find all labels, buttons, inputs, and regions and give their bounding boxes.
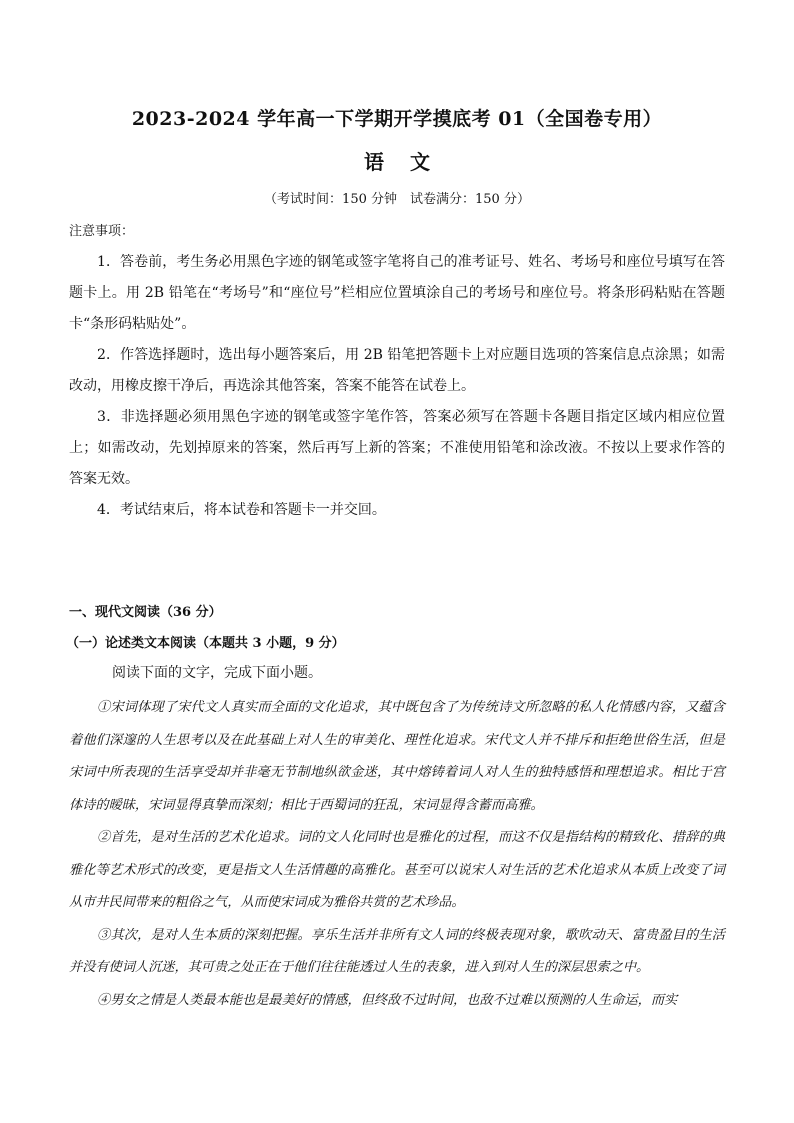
notice-list [69,247,725,526]
subsection-heading: （一）论述类文本阅读（本题共 3 小题，9 分） [66,636,345,651]
section-heading: 一、现代文阅读（36 分） [69,605,222,620]
exam-info: （考试时间：150 分钟 试卷满分：150 分） [264,192,530,207]
exam-title: 2023-2024 学年高一下学期开学摸底考 01（全国卷专用） [131,108,663,130]
passage-paragraph: ①宋词体现了宋代文人真实而全面的文化追求，其中既包含了为传统诗文所忽略的私人化情感内容，又蕴含着他们深邃的人生思考以及在此基础上对人生的审美化、理性化追求。宋代文人并不排斥和拒绝世俗生活，但是宋词中所表现的生活享受却并非毫无节制地纵欲金迷，其中熔铸着词人对人生的独特感悟和理想追求。相比于宫体诗的暧昧，宋词显得真挚而深刻；相比于西蜀词的狂乱，宋词显得含蓄而高雅。 [69,700,725,813]
passage-paragraph: ②首先，是对生活的艺术化追求。词的文人化同时也是雅化的过程，而这不仅是指结构的精致化、措辞的典雅化等艺术形式的改变，更是指文人生活情趣的高雅化。甚至可以说宋人对生活的艺术化追求从本质上改变了词从市井民间带来的粗俗之气，从而使宋词成为雅俗共赏的艺术珍品。 [69,830,725,910]
subject-char-1: 语 [364,150,384,174]
reading-passage [69,692,725,1017]
notice-item: 1．答卷前，考生务必用黑色字迹的钢笔或签字笔将自己的准考证号、姓名、考场号和座位号填写在答题卡上。用 2B 铅笔在“考场号”和“座位号”栏相应位置填涂自己的考场号和座位号。将条形码粘贴在答题卡“条形码粘贴处”。 [69,254,725,332]
subject-title [0,146,794,175]
notice-item: 2．作答选择题时，选出每小题答案后，用 2B 铅笔把答题卡上对应题目选项的答案信息点涂黑；如需改动，用橡皮擦干净后，再选涂其他答案，答案不能答在试卷上。 [69,347,725,394]
subject-char-2: 文 [410,150,430,174]
notice-item: 3．非选择题必须用黑色字迹的钢笔或签字笔作答，答案必须写在答题卡各题目指定区域内相应位置上；如需改动，先划掉原来的答案，然后再写上新的答案；不准使用铅笔和涂改液。不按以上要求作答的答案无效。 [69,409,725,487]
reading-instruction: 阅读下面的文字，完成下面小题。 [112,665,322,681]
notice-item: 4．考试结束后，将本试卷和答题卡一并交回。 [97,502,386,518]
notice-heading: 注意事项： [69,224,135,239]
passage-paragraph: ④男女之情是人类最本能也是最美好的情感，但终敌不过时间，也敌不过难以预测的人生命运，而实 [97,992,678,1008]
passage-paragraph: ③其次，是对人生本质的深刻把握。享乐生活并非所有文人词的终极表现对象，歌吹动天、富贵盈目的生活并没有使词人沉迷，其可贵之处正在于他们往往能透过人生的表象，进入到对人生的深层思索之中。 [69,927,725,975]
